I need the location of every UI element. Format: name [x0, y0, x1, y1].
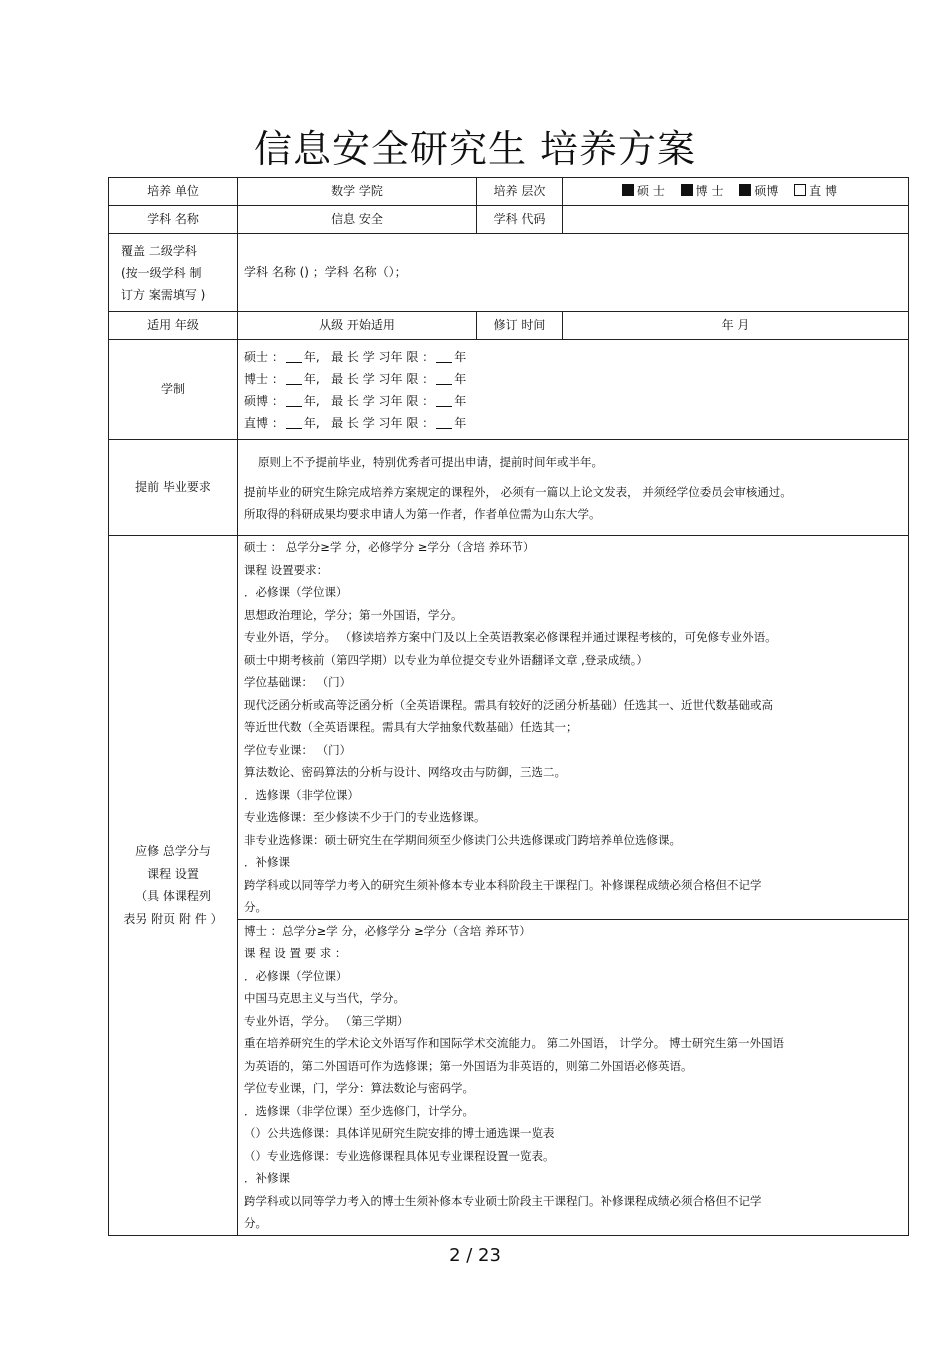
schooling-line: 硕博 ： 年, 最 长 学 习年 限 ： 年: [244, 393, 467, 408]
coverage-value: 学科 名称 () ；学科 名称（）；: [238, 234, 909, 312]
level-option-doctor[interactable]: 博 士: [681, 184, 724, 198]
row-discipline: [109, 206, 909, 234]
row-grade: [109, 312, 909, 340]
level-options: [563, 178, 909, 206]
checkbox-checked-icon: [681, 184, 693, 196]
row-courses-master: [109, 536, 909, 920]
master-requirements: 硕士 ： 总学分≥学 分，必修学分 ≥学分（含培 养环节） 课程 设置要求： ．必修课（学位课） 思想政治理论，学分；第一外国语，学分。 专业外语，学分。 （修读培养方案中门及以上全英语教案必修课程并通过课程考核的，可免修专业外语。 硕士中期考核前（第四学期）以专业为单位提交专业外语翻译文章 ,登录成绩。） 学位基础课： （门） 现代泛函分析或高等泛函分析（全英语课程。需具有较好的泛函分析基础）任选其一、近世代数基础或高 等近世代数（全英语课程。需具有大学抽象代数基础）任选其一； 学位专业课： （门） 算法数论、密码算法的分析与设计、网络攻击与防御，三选二。 ．选修课（非学位课） 专业选修课：至少修读不少于门的专业选修课。 非专业选修课：硕士研究生在学期间须至少修读门公共选修课或门跨培养单位选修课。 ．补修课 跨学科或以同等学力考入的研究生须补修本专业本科阶段主干课程门。补修课程成绩必须合格但不记学 分。: [238, 536, 909, 920]
checkbox-checked-icon: [622, 184, 634, 196]
level-label: 培养 层次: [477, 178, 563, 206]
early-text: 原则上不予提前毕业，特别优秀者可提出申请，提前时间年或半年。 提前毕业的研究生除完成培养方案规定的课程外， 必须有一篇以上论文发表， 并须经学位委员会审核通过。 所取得的科研成果均要求申请人为第一作者，作者单位需为山东大学。: [238, 440, 909, 536]
grade-value: 从级 开始适用: [238, 312, 477, 340]
discipline-label: 学科 名称: [109, 206, 238, 234]
courses-label: 应修 总学分与 课程 设置 （具 体课程列 表另 附页 附 件 ）: [109, 536, 238, 1236]
grade-label: 适用 年级: [109, 312, 238, 340]
level-option-direct-doctor[interactable]: 直 博: [794, 184, 837, 198]
page-title: 信息安全研究生 培养方案: [253, 127, 697, 171]
revision-label: 修订 时间: [477, 312, 563, 340]
code-value: [563, 206, 909, 234]
level-option-master[interactable]: 硕 士: [622, 184, 665, 198]
schooling-line: 直博 ： 年, 最 长 学 习年 限 ： 年: [244, 415, 467, 430]
row-schooling: [109, 340, 909, 440]
schooling-label: 学制: [109, 340, 238, 440]
revision-value: 年 月: [563, 312, 909, 340]
schooling-line: 硕士 ： 年, 最 长 学 习年 限 ： 年: [244, 349, 467, 364]
unit-value: 数学 学院: [238, 178, 477, 206]
level-option-master-doctor[interactable]: 硕博: [739, 184, 778, 198]
doctor-requirements: 博士 ：总学分≥学 分，必修学分 ≥学分（含培 养环节） 课 程 设 置 要 求 ： ．必修课（学位课） 中国马克思主义与当代，学分。 专业外语，学分。 （第三学期） 重在培养研究生的学术论文外语写作和国际学术交流能力。 第二外国语， 计学分。 博士研究生第一外国语 为英语的，第二外国语可作为选修课；第一外国语为非英语的，则第二外国语必修英语。 学位专业课，门，学分：算法数论与密码学。 ．选修课（非学位课）至少选修门，计学分。 （）公共选修课：具体详见研究生院安排的博士通选课一览表 （）专业选修课：专业选修课程具体见专业课程设置一览表。 ．补修课 跨学科或以同等学力考入的博士生须补修本专业硕士阶段主干课程门。补修课程成绩必须合格但不记学 分。: [238, 919, 909, 1235]
program-table: [108, 177, 909, 1236]
row-unit: [109, 178, 909, 206]
row-early-graduation: [109, 440, 909, 536]
page-number: 2 / 23: [449, 1245, 501, 1266]
schooling-lines: [238, 340, 909, 440]
checkbox-checked-icon: [739, 184, 751, 196]
unit-label: 培养 单位: [109, 178, 238, 206]
early-label: 提前 毕业要求: [109, 440, 238, 536]
coverage-label: 覆盖 二级学科 (按一级学科 制 订方 案需填写 ): [109, 234, 238, 312]
row-coverage: [109, 234, 909, 312]
schooling-line: 博士 ： 年, 最 长 学 习年 限 ： 年: [244, 371, 467, 386]
code-label: 学科 代码: [477, 206, 563, 234]
checkbox-unchecked-icon: [794, 184, 806, 196]
discipline-value: 信息 安全: [238, 206, 477, 234]
